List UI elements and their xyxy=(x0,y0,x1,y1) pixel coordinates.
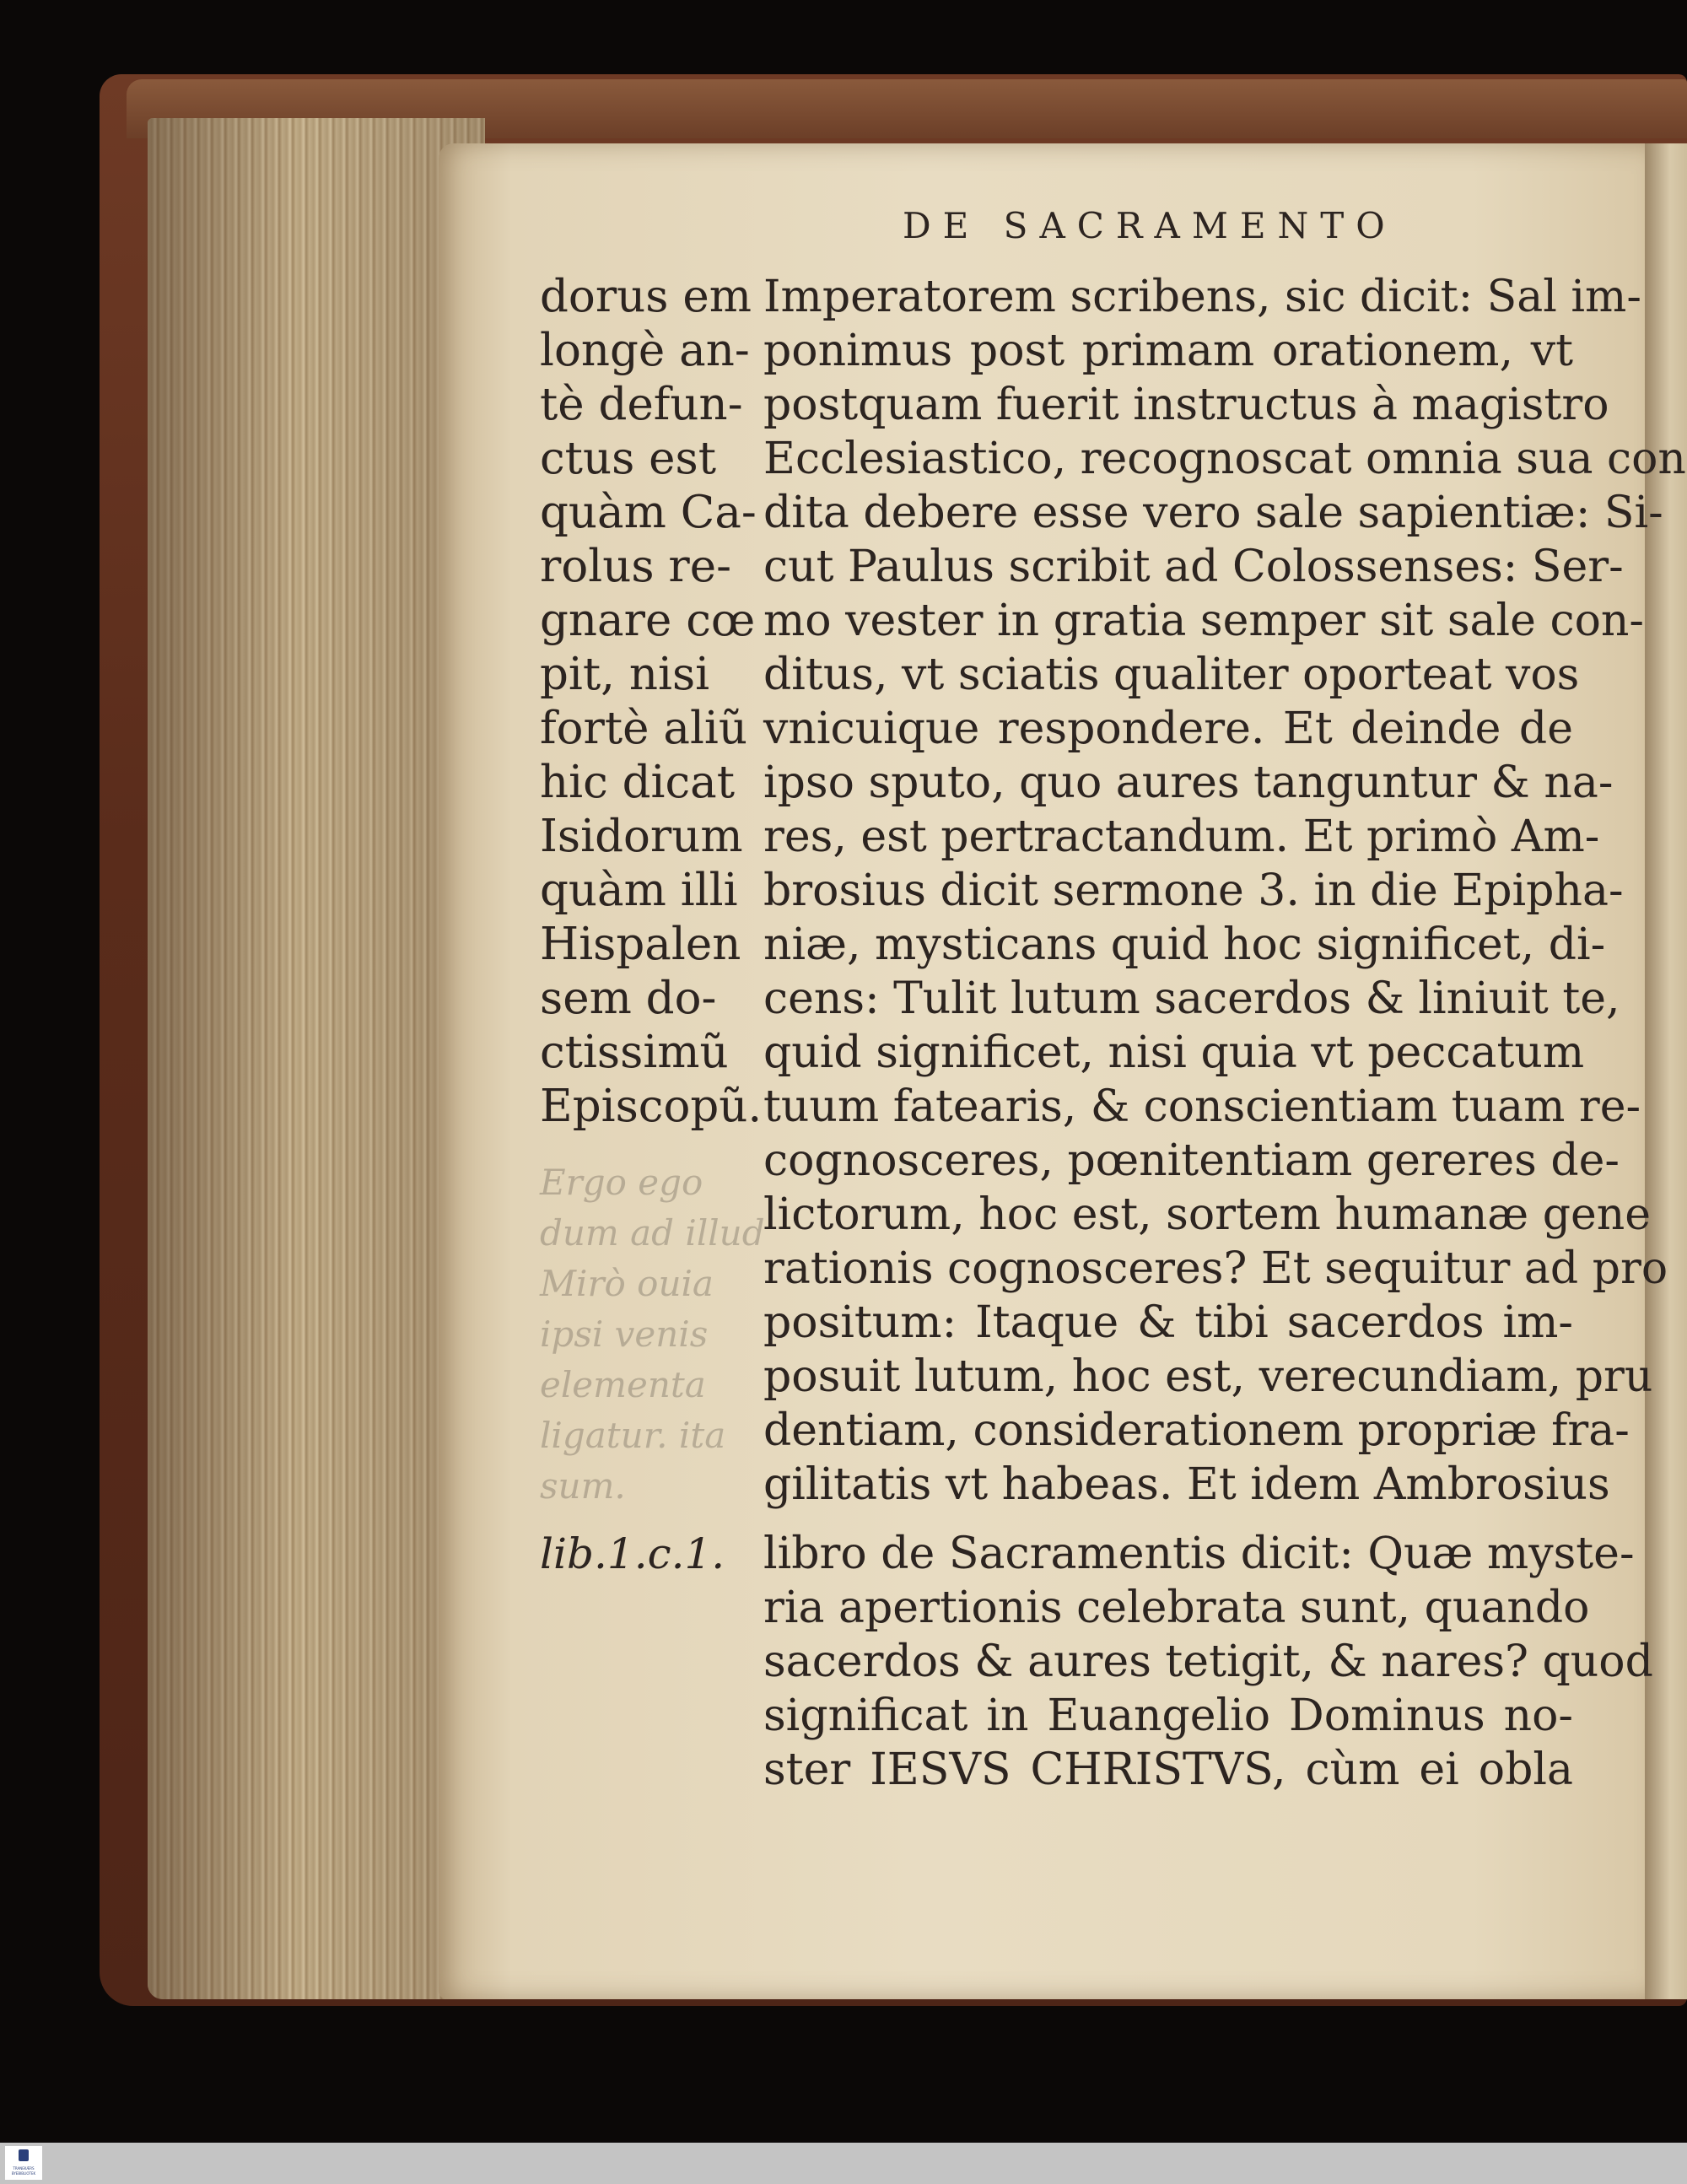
body-line: ponimus post primam orationem, vt xyxy=(763,326,1573,376)
marginal-line: Episcopũ. xyxy=(540,1081,763,1132)
body-line: sacerdos & aures tetigit, & nares? quod xyxy=(763,1637,1653,1687)
body-line: quid significet, nisi quia vt peccatum xyxy=(763,1027,1585,1078)
body-line: tuum fatearis, & conscientiam tuam re- xyxy=(763,1081,1641,1132)
library-logo-label: TRANEKÆRS BYEBIBLIOTEK xyxy=(11,2166,36,2176)
marginal-reference: lib.1.c.1. xyxy=(540,1529,725,1578)
body-line: cut Paulus scribit ad Colossenses: Ser- xyxy=(763,542,1624,592)
body-line: positum: Itaque & tibi sacerdos im- xyxy=(763,1297,1573,1348)
body-line: postquam fuerit instructus à magistro xyxy=(763,380,1609,430)
show-through-line: ligatur. ita xyxy=(540,1415,726,1456)
body-line: cognosceres, pœnitentiam gereres de- xyxy=(763,1135,1620,1186)
show-through-line: ipsi venis xyxy=(540,1313,709,1355)
body-line: libro de Sacramentis dicit: Quæ myste- xyxy=(763,1529,1635,1579)
body-line: lictorum, hoc est, sortem humanæ gene xyxy=(763,1189,1652,1240)
marginal-line: Isidorum xyxy=(540,811,743,862)
body-line: ipso sputo, quo aures tanguntur & na- xyxy=(763,758,1614,808)
marginal-line: sem do- xyxy=(540,973,717,1024)
body-line: cens: Tulit lutum sacerdos & liniuit te, xyxy=(763,973,1620,1024)
marginal-line: fortè aliũ xyxy=(540,703,748,754)
show-through-line: dum ad illud xyxy=(540,1212,765,1254)
marginal-line: quàm Ca- xyxy=(540,487,757,538)
body-line: gilitatis vt habeas. Et idem Ambrosius xyxy=(763,1459,1610,1510)
show-through-line: sum. xyxy=(540,1465,626,1507)
body-line: brosius dicit sermone 3. in die Epipha- xyxy=(763,866,1624,916)
body-line: mo vester in gratia semper sit sale con- xyxy=(763,596,1644,646)
marginal-line: longè an- xyxy=(540,325,750,376)
body-line: dentiam, considerationem propriæ fra- xyxy=(763,1405,1630,1456)
marginal-line: Hispalen xyxy=(540,919,741,970)
marginal-line: ctus est xyxy=(540,433,717,484)
body-line: ria apertionis celebrata sunt, quando xyxy=(763,1583,1590,1633)
body-line: dita debere esse vero sale sapientiæ: Si- xyxy=(763,488,1663,538)
marginal-line: gnare cœ xyxy=(540,595,756,646)
body-line: ster IESVS CHRISTVS, cùm ei obla xyxy=(763,1745,1573,1795)
library-logo-icon xyxy=(19,2149,29,2161)
body-line: posuit lutum, hoc est, verecundiam, pru xyxy=(763,1351,1653,1402)
marginal-line: rolus re- xyxy=(540,541,731,592)
body-line: ditus, vt sciatis qualiter oporteat vos xyxy=(763,650,1580,700)
marginal-line: hic dicat xyxy=(540,757,736,808)
body-line: rationis cognosceres? Et sequitur ad pro xyxy=(763,1243,1668,1294)
show-through-line: Mirò ouia xyxy=(540,1263,714,1304)
body-line: niæ, mysticans quid hoc significet, di- xyxy=(763,919,1606,970)
body-line: res, est pertractandum. Et primò Am- xyxy=(763,812,1600,862)
library-logo xyxy=(5,2146,42,2180)
body-line: Imperatorem scribens, sic dicit: Sal im- xyxy=(763,272,1641,322)
marginal-line: quàm illi xyxy=(540,865,738,916)
viewer-footer-bar xyxy=(0,2143,1687,2184)
marginal-line: pit, nisi xyxy=(540,649,710,700)
marginal-line: dorus em xyxy=(540,271,752,322)
running-header: DE SACRAMENTO xyxy=(903,205,1397,246)
body-line: vnicuique respondere. Et deinde de xyxy=(763,704,1573,754)
body-line: significat in Euangelio Dominus no- xyxy=(763,1691,1573,1741)
marginal-line: ctissimũ xyxy=(540,1027,729,1078)
show-through-line: elementa xyxy=(540,1364,706,1405)
show-through-line: Ergo ego xyxy=(540,1162,703,1203)
body-line: Ecclesiastico, recognoscat omnia sua con xyxy=(763,434,1686,484)
marginal-line: tè defun- xyxy=(540,379,743,430)
